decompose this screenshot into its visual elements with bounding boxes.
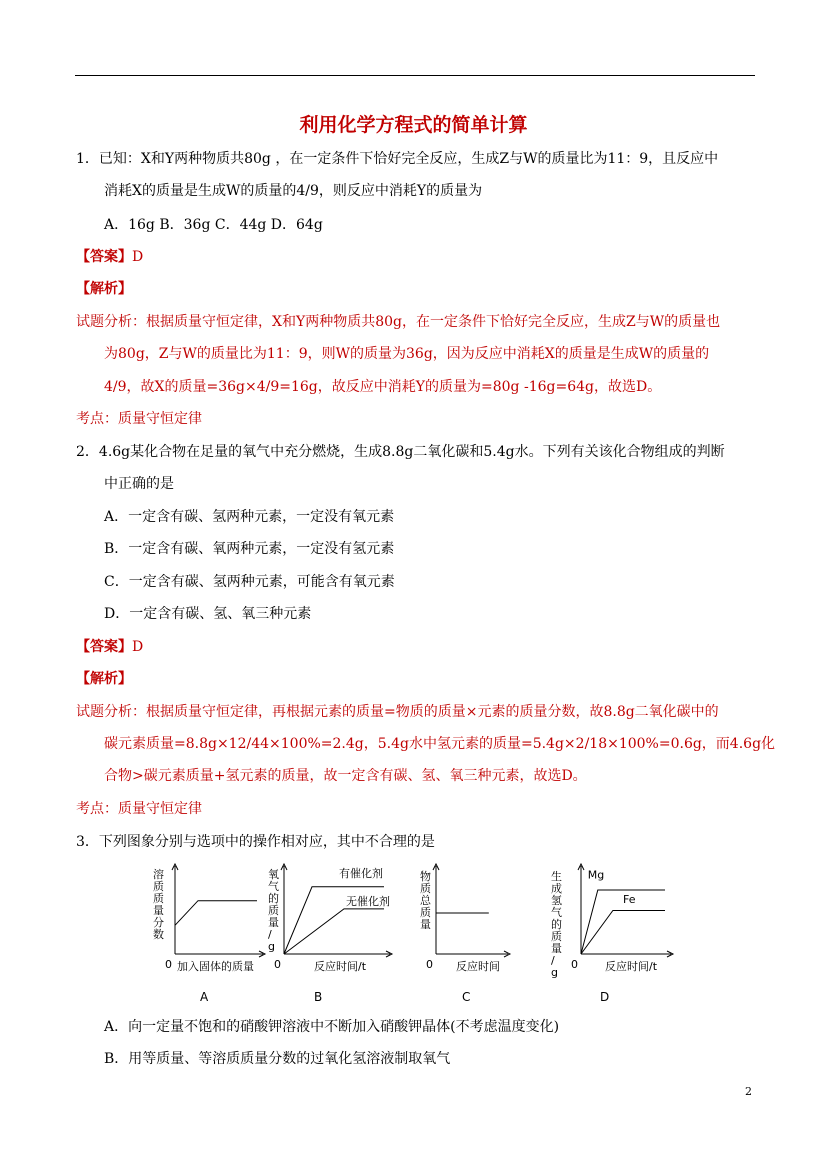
chart-svg	[410, 868, 520, 978]
q1-stem-line1: 1．已知：X和Y两种物质共80g ，在一定条件下恰好完全反应，生成Z与W的质量比为11：9，且反应中	[76, 151, 719, 167]
q1-analysis-line3: 4/9，故X的质量=36g×4/9=16g，故反应中消耗Y的质量为=80g -16g=64g，故选D。	[104, 379, 662, 395]
q2-option-b: B．一定含有碳、氧两种元素，一定没有氢元素	[104, 541, 395, 557]
x-axis-label: 反应时间/t	[605, 960, 658, 973]
q2-analysis-line2: 碳元素质量=8.8g×12/44×100%=2.4g，5.4g水中氢元素的质量=5.4g×2/18×100%=0.6g，而4.6g化	[104, 736, 776, 752]
series-label-1: Fe	[623, 893, 636, 907]
q1-analysis-line2: 为80g，Z与W的质量比为11：9，则W的质量为36g，因为反应中消耗X的质量是生成W的质量的	[104, 346, 710, 362]
q2-stem-line2: 中正确的是	[104, 476, 174, 492]
series-label-1: 无催化剂	[346, 894, 390, 908]
x-axis-label: 加入固体的质量	[177, 960, 254, 973]
q3-option-a: A．向一定量不饱和的硝酸钾溶液中不断加入硝酸钾晶体(不考虑温度变化)	[104, 1019, 560, 1035]
q2-option-a: A．一定含有碳、氢两种元素，一定没有氧元素	[104, 509, 395, 525]
origin-label: 0	[426, 958, 433, 971]
q2-point: 考点：质量守恒定律	[76, 801, 202, 817]
q2-analysis-label: 【解析】	[76, 671, 132, 687]
q2-stem-line1: 2．4.6g某化合物在足量的氧气中充分燃烧，生成8.8g二氧化碳和5.4g水。下列有关该化合物组成的判断	[76, 444, 725, 460]
q1-analysis-line1: 试题分析：根据质量守恒定律，X和Y两种物质共80g，在一定条件下恰好完全反应，生成Z与W的质量也	[76, 314, 721, 330]
origin-label: 0	[274, 958, 281, 971]
chart-b-caption: B	[314, 990, 323, 1004]
q2-analysis-line1: 试题分析：根据质量守恒定律，再根据元素的质量=物质的质量×元素的质量分数，故8.8g二氧化碳中的	[76, 704, 719, 720]
origin-label: 0	[571, 958, 578, 971]
series-label-0: Mg	[587, 868, 605, 882]
q1-stem-line2: 消耗X的质量是生成W的质量的4/9，则反应中消耗Y的质量为	[104, 183, 483, 199]
y-axis-label: 物质总质量	[420, 870, 431, 931]
q1-options: A．16g B．36g C．44g D．64g	[104, 217, 323, 233]
q1-point: 考点：质量守恒定律	[76, 411, 202, 427]
chart-svg	[145, 868, 260, 978]
q2-answer-value: D	[132, 639, 144, 655]
chart-a-caption: A	[200, 990, 209, 1004]
q3-stem: 3．下列图象分别与选项中的操作相对应，其中不合理的是	[76, 834, 435, 850]
page-number: 2	[745, 1085, 752, 1098]
chart-c-caption: C	[462, 990, 471, 1004]
q1-analysis-label: 【解析】	[76, 281, 132, 297]
q3-option-b: B．用等质量、等溶质质量分数的过氧化氢溶液制取氧气	[104, 1051, 451, 1067]
q2-answer	[76, 638, 143, 656]
origin-label: 0	[165, 958, 172, 971]
y-axis-label: 氧气的质量/ g	[268, 868, 279, 953]
q2-option-d: D．一定含有碳、氢、氧三种元素	[104, 606, 312, 622]
chart-b	[262, 868, 392, 978]
chart-d	[545, 868, 675, 978]
q1-answer-label: 【答案】	[76, 249, 132, 265]
x-axis-label: 反应时间	[456, 960, 500, 973]
series-line-0	[175, 901, 257, 926]
q2-option-c: C．一定含有碳、氢两种元素，可能含有氧元素	[104, 574, 395, 590]
chart-svg	[545, 868, 675, 978]
x-axis-label: 反应时间/t	[314, 960, 367, 973]
series-line-1	[581, 911, 665, 955]
series-label-0: 有催化剂	[339, 866, 383, 880]
series-line-1	[284, 909, 384, 954]
q1-answer	[76, 248, 143, 266]
q1-answer-value: D	[132, 249, 144, 265]
chart-d-caption: D	[600, 990, 610, 1004]
page-title: 利用化学方程式的简单计算	[299, 114, 528, 136]
chart-c	[410, 868, 520, 978]
y-axis-label: 生成氢气的质量/ g	[551, 870, 562, 979]
header-rule	[75, 75, 755, 76]
chart-svg	[262, 868, 392, 978]
y-axis-label: 溶质质量分数	[153, 868, 164, 941]
q2-answer-label: 【答案】	[76, 639, 132, 655]
chart-a	[145, 868, 260, 978]
q2-analysis-line3: 合物>碳元素质量+氢元素的质量，故一定含有碳、氢、氧三种元素，故选D。	[104, 768, 587, 784]
